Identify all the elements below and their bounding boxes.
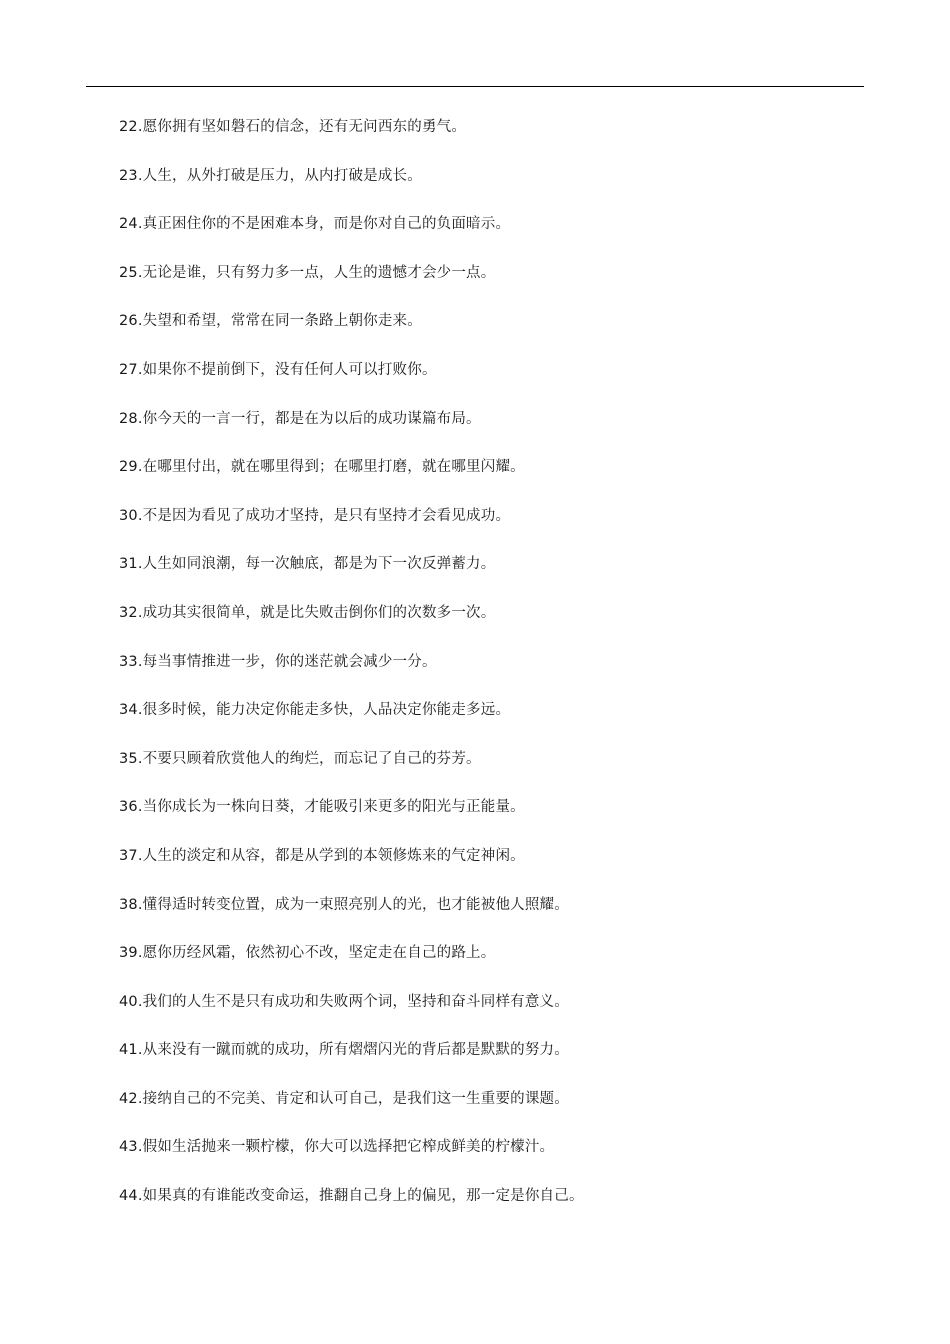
quote-line-22: 22.愿你拥有坚如磐石的信念，还有无问西东的勇气。 [119, 119, 467, 135]
quote-line-37: 37.人生的淡定和从容，都是从学到的本领修炼来的气定神闲。 [119, 847, 525, 864]
quote-line-34: 34.很多时候，能力决定你能走多快，人品决定你能走多远。 [119, 702, 511, 719]
quote-line-33: 33.每当事情推进一步，你的迷茫就会减少一分。 [119, 653, 437, 670]
quote-line-40: 40.我们的人生不是只有成功和失败两个词，坚持和奋斗同样有意义。 [119, 993, 569, 1010]
quote-line-30: 30.不是因为看见了成功才坚持，是只有坚持才会看见成功。 [119, 507, 511, 524]
quote-line-32: 32.成功其实很简单，就是比失败击倒你们的次数多一次。 [119, 604, 496, 621]
quote-line-38: 38.懂得适时转变位置，成为一束照亮别人的光，也才能被他人照耀。 [119, 896, 569, 913]
quote-line-24: 24.真正困住你的不是困难本身，而是你对自己的负面暗示。 [119, 216, 511, 233]
quote-line-25: 25.无论是谁，只有努力多一点，人生的遗憾才会少一点。 [119, 264, 496, 281]
quote-line-41: 41.从来没有一蹴而就的成功，所有熠熠闪光的背后都是默默的努力。 [119, 1042, 569, 1059]
quote-line-28: 28.你今天的一言一行，都是在为以后的成功谋篇布局。 [119, 410, 481, 427]
quote-line-26: 26.失望和希望，常常在同一条路上朝你走来。 [119, 313, 422, 330]
quote-line-31: 31.人生如同浪潮，每一次触底，都是为下一次反弹蓄力。 [119, 556, 496, 573]
quote-line-23: 23.人生，从外打破是压力，从内打破是成长。 [119, 167, 422, 184]
quote-line-29: 29.在哪里付出，就在哪里得到；在哪里打磨，就在哪里闪耀。 [119, 459, 525, 476]
quote-list [119, 113, 859, 1231]
quote-line-44: 44.如果真的有谁能改变命运，推翻自己身上的偏见，那一定是你自己。 [119, 1188, 584, 1205]
quote-line-42: 42.接纳自己的不完美、肯定和认可自己，是我们这一生重要的课题。 [119, 1090, 569, 1107]
header-rule [86, 86, 864, 87]
quote-line-39: 39.愿你历经风霜，依然初心不改，坚定走在自己的路上。 [119, 945, 496, 962]
quote-line-43: 43.假如生活抛来一颗柠檬，你大可以选择把它榨成鲜美的柠檬汁。 [119, 1139, 555, 1156]
quote-line-35: 35.不要只顾着欣赏他人的绚烂，而忘记了自己的芬芳。 [119, 750, 481, 767]
quote-line-36: 36.当你成长为一株向日葵，才能吸引来更多的阳光与正能量。 [119, 799, 525, 816]
quote-line-27: 27.如果你不提前倒下，没有任何人可以打败你。 [119, 361, 437, 378]
